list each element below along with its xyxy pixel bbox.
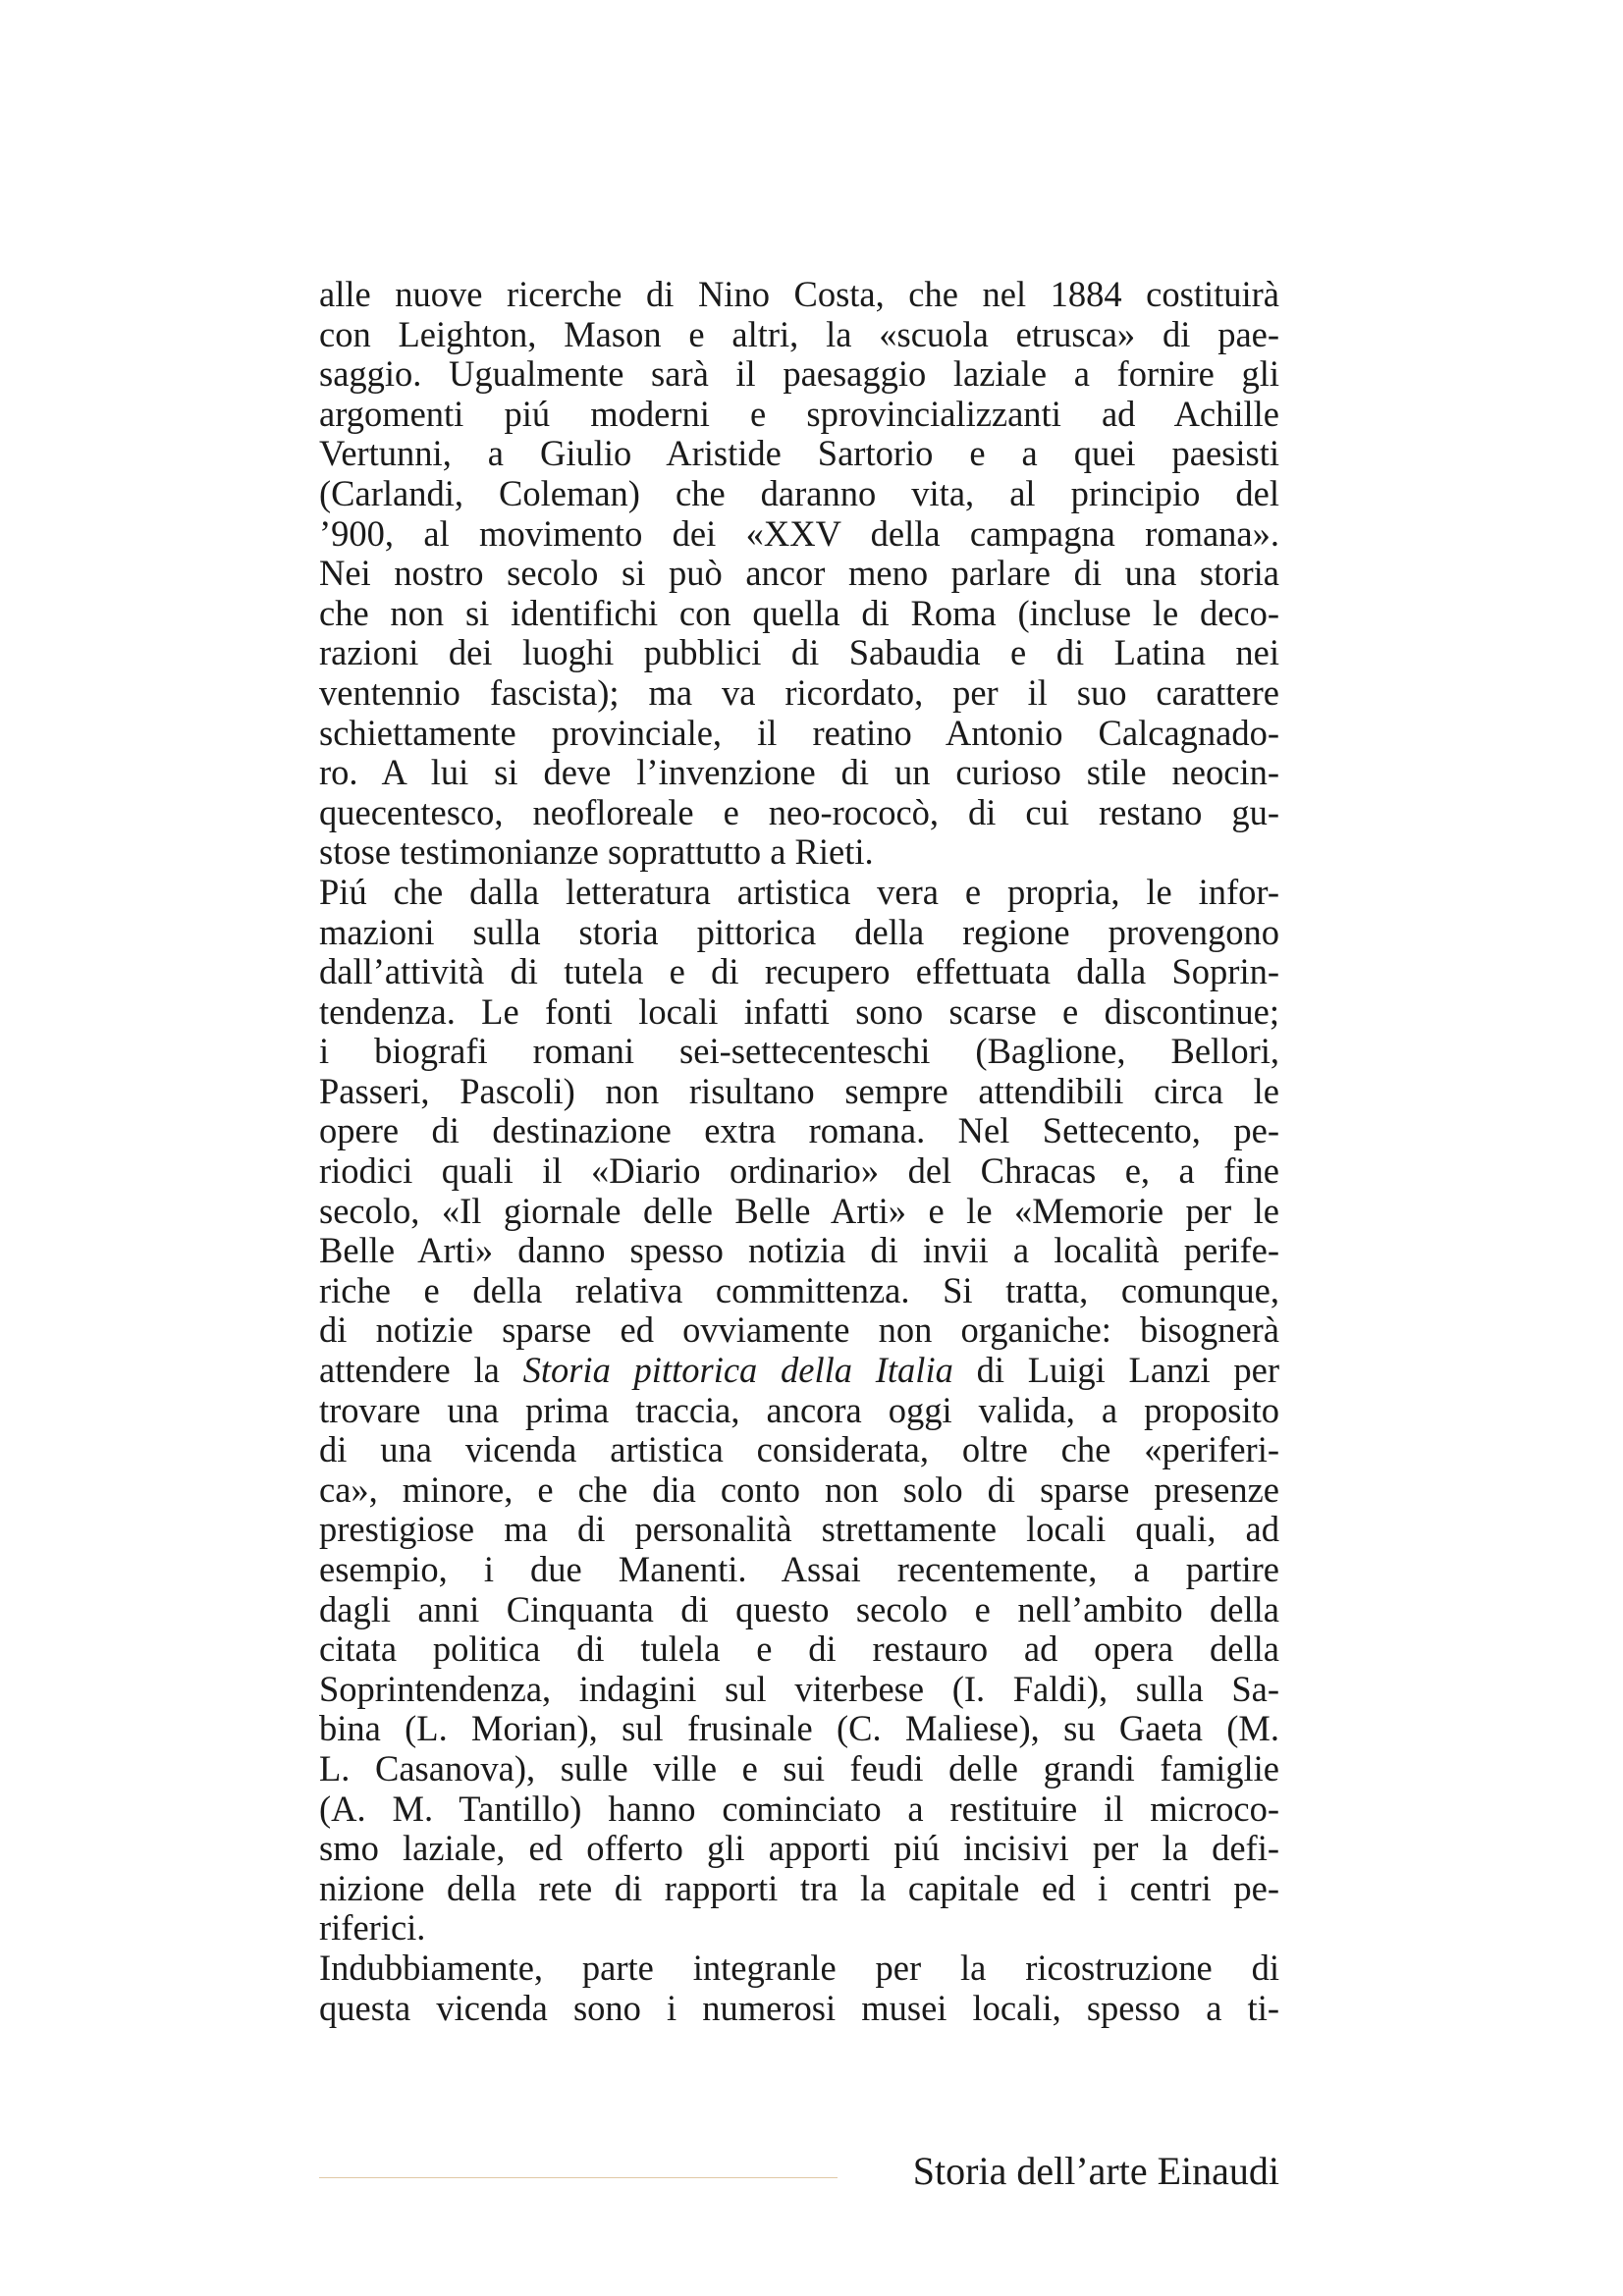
text-line: riche e della relativa committenza. Si tratta, comunque, — [319, 1269, 1279, 1310]
footer-rule — [319, 2177, 838, 2178]
text-line: quecentesco, neofloreale e neo-rococò, di cui restano gu- — [319, 791, 1279, 832]
footer-title: Storia dell’arte Einaudi — [912, 2149, 1279, 2193]
text-line: saggio. Ugualmente sarà il paesaggio laziale a fornire gli — [319, 353, 1279, 395]
text-line: (A. M. Tantillo) hanno cominciato a restituire il microco- — [319, 1788, 1279, 1829]
text-line: mazioni sulla storia pittorica della regione provengono — [319, 911, 1279, 952]
text-line: riferici. — [319, 1907, 426, 1949]
text-line: argomenti piú moderni e sprovincializzanti ad Achille — [319, 393, 1279, 434]
text-line: Piú che dalla letteratura artistica vera e propria, le infor- — [319, 871, 1279, 912]
text-line: trovare una prima traccia, ancora oggi valida, a proposito — [319, 1389, 1279, 1430]
text-line: razioni dei luoghi pubblici di Sabaudia e di Latina nei — [319, 632, 1279, 673]
text-line: di una vicenda artistica considerata, oltre che «periferi- — [319, 1429, 1279, 1470]
text-line: smo laziale, ed offerto gli apporti piú incisivi per la defi- — [319, 1828, 1279, 1869]
text-line: questa vicenda sono i numerosi musei locali, spesso a ti- — [319, 1987, 1279, 2028]
text-line: citata politica di tulela e di restauro ad opera della — [319, 1629, 1279, 1670]
text-line: i biografi romani sei-settecenteschi (Baglione, Bellori, — [319, 1031, 1279, 1072]
text-line: L. Casanova), sulle ville e sui feudi delle grandi famiglie — [319, 1747, 1279, 1789]
text-line: dagli anni Cinquanta di questo secolo e nell’ambito della — [319, 1588, 1279, 1629]
text-line: esempio, i due Manenti. Assai recentemente, a partire — [319, 1549, 1279, 1589]
text-line: alle nuove ricerche di Nino Costa, che nel 1884 costituirà — [319, 274, 1279, 314]
text-line: riodici quali il «Diario ordinario» del Chracas e, a fine — [319, 1150, 1279, 1192]
text-line: prestigiose ma di personalità strettamente locali quali, ad — [319, 1509, 1279, 1550]
text-line: stose testimonianze soprattutto a Rieti. — [319, 831, 874, 873]
text-line: Nei nostro secolo si può ancor meno parlare di una storia — [319, 553, 1279, 594]
text-line: Indubbiamente, parte integranle per la ricostruzione di — [319, 1947, 1279, 1988]
text-line: Soprintendenza, indagini sul viterbese (I. Faldi), sulla Sa- — [319, 1668, 1279, 1709]
text-line: Belle Arti» danno spesso notizia di invii a località perife- — [319, 1230, 1279, 1271]
text-line: ro. A lui si deve l’invenzione di un curioso stile neocin- — [319, 752, 1279, 793]
text-line: bina (L. Morian), sul frusinale (C. Maliese), su Gaeta (M. — [319, 1708, 1279, 1749]
text-line: di notizie sparse ed ovviamente non organiche: bisognerà — [319, 1309, 1279, 1351]
text-line — [319, 1351, 1279, 1391]
text-line: schiettamente provinciale, il reatino Antonio Calcagnado- — [319, 712, 1279, 753]
text-line: secolo, «Il giornale delle Belle Arti» e le «Memorie per le — [319, 1190, 1279, 1231]
text-line: Passeri, Pascoli) non risultano sempre attendibili circa le — [319, 1070, 1279, 1111]
text-line: Vertunni, a Giulio Aristide Sartorio e a quei paesisti — [319, 433, 1279, 474]
text-line: che non si identifichi con quella di Roma (incluse le deco- — [319, 592, 1279, 633]
text-line: tendenza. Le fonti locali infatti sono scarse e discontinue; — [319, 990, 1279, 1032]
book-title: Storia pittorica della Italia — [522, 1350, 953, 1391]
text-line: (Carlandi, Coleman) che daranno vita, al principio del — [319, 472, 1279, 513]
text-line: dall’attività di tutela e di recupero effettuata dalla Soprin- — [319, 951, 1279, 992]
text-segment: di Luigi Lanzi per — [952, 1350, 1279, 1391]
text-line: ’900, al movimento dei «XXV della campagna romana». — [319, 512, 1279, 554]
text-line: ca», minore, e che dia conto non solo di sparse presenze — [319, 1468, 1279, 1510]
text-line: nizione della rete di rapporti tra la capitale ed i centri pe- — [319, 1867, 1279, 1908]
text-line: opere di destinazione extra romana. Nel Settecento, pe- — [319, 1110, 1279, 1151]
body-text — [319, 275, 1279, 2028]
text-line: con Leighton, Mason e altri, la «scuola etrusca» di pae- — [319, 313, 1279, 354]
text-line: ventennio fascista); ma va ricordato, per il suo carattere — [319, 671, 1279, 713]
text-segment: attendere la — [319, 1350, 523, 1391]
